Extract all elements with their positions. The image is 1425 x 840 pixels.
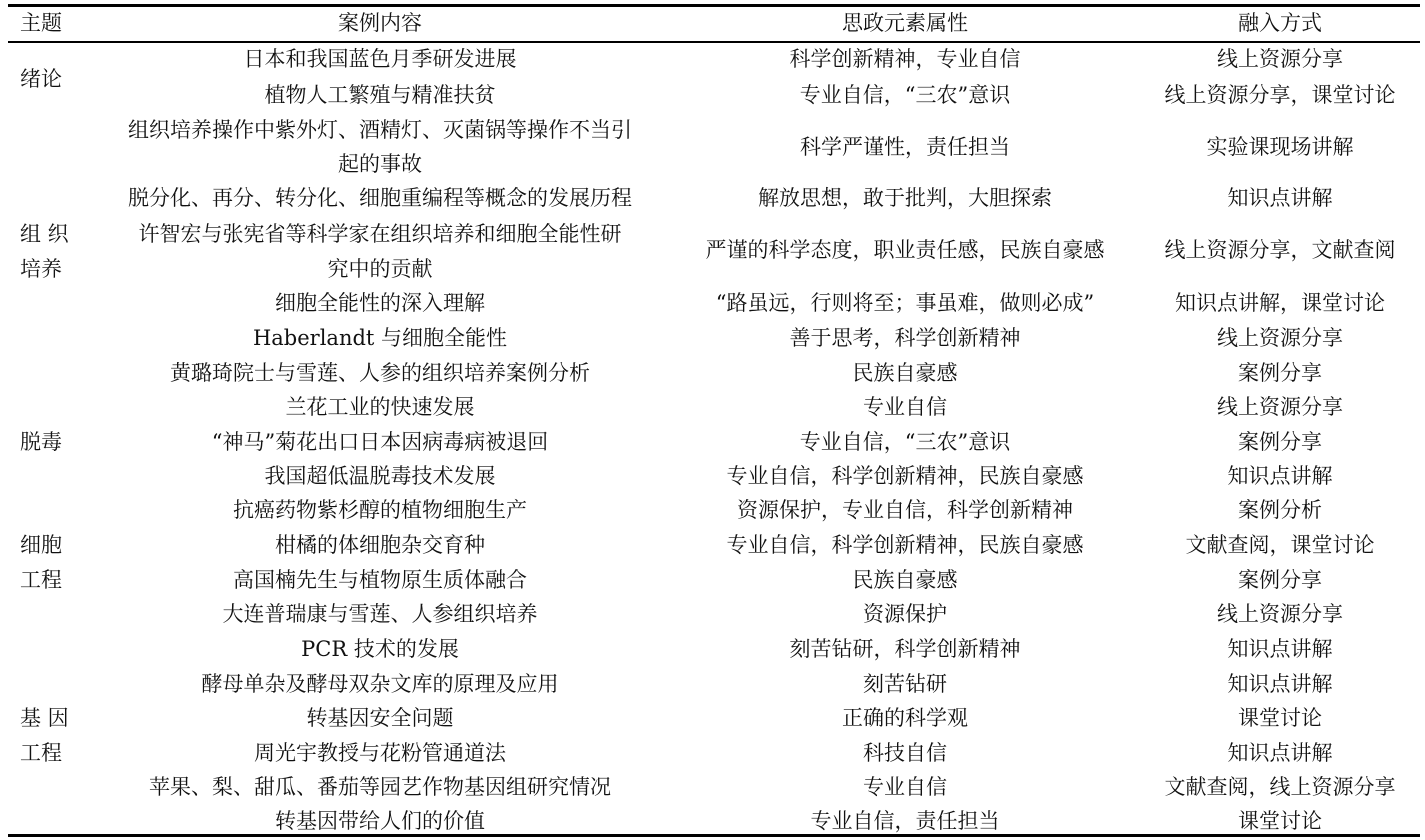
case-text: 我国超低温脱毒技术发展 — [264, 464, 496, 488]
attr-text: 刻苦钻研 — [863, 672, 947, 696]
way-text: 案例分享 — [1238, 430, 1322, 454]
header-way: 融入方式 — [1238, 11, 1322, 35]
case-text: 转基因安全问题 — [306, 706, 454, 730]
case-text: 苹果、梨、甜瓜、番茄等园艺作物基因组研究情况 — [149, 775, 611, 799]
attr-text: 严谨的科学态度，职业责任感，民族自豪感 — [705, 238, 1105, 262]
way-text: 线上资源分享，课堂讨论 — [1164, 83, 1396, 107]
topic-label: 脱毒 — [20, 430, 62, 454]
way-text: 线上资源分享 — [1217, 326, 1343, 350]
case-text: 兰花工业的快速发展 — [285, 395, 475, 419]
case-text: 起的事故 — [338, 152, 422, 176]
case-text: 酵母单杂及酵母双杂文库的原理及应用 — [201, 672, 559, 696]
topic-label: 细胞 — [20, 533, 62, 557]
attr-text: 解放思想，敢于批判，大胆探索 — [758, 186, 1052, 210]
header-topic: 主题 — [20, 11, 62, 35]
case-text: 组织培养操作中紫外灯、酒精灯、灭菌锅等操作不当引 — [128, 118, 632, 142]
way-text: 案例分析 — [1238, 498, 1322, 522]
attr-text: 专业自信，“三农”意识 — [799, 430, 1011, 454]
way-text: 案例分享 — [1238, 361, 1322, 385]
case-text: PCR 技术的发展 — [301, 637, 459, 661]
way-text: 知识点讲解 — [1227, 672, 1333, 696]
way-text: 知识点讲解 — [1227, 637, 1333, 661]
attr-text: 科学创新精神，专业自信 — [789, 47, 1021, 71]
way-text: 课堂讨论 — [1238, 706, 1322, 730]
case-text: 大连普瑞康与雪莲、人参组织培养 — [222, 602, 538, 626]
case-text: 周光宇教授与花粉管通道法 — [254, 741, 506, 765]
case-text: Haberlandt 与细胞全能性 — [252, 326, 508, 350]
topic-label: 基 因 — [20, 706, 69, 730]
case-text: 黄璐琦院士与雪莲、人参的组织培养案例分析 — [170, 361, 590, 385]
attr-text: 刻苦钻研，科学创新精神 — [789, 637, 1021, 661]
attr-text: 资源保护 — [863, 602, 947, 626]
way-text: 文献查阅，课堂讨论 — [1185, 533, 1375, 557]
way-text: 线上资源分享 — [1217, 47, 1343, 71]
topic-label: 工程 — [20, 568, 62, 592]
attr-text: 科技自信 — [863, 741, 947, 765]
attr-text: 资源保护，专业自信，科学创新精神 — [737, 498, 1073, 522]
way-text: 线上资源分享，文献查阅 — [1164, 238, 1396, 262]
way-text: 知识点讲解 — [1227, 186, 1333, 210]
attr-text: 专业自信 — [863, 395, 947, 419]
topic-label: 培养 — [20, 257, 62, 281]
attr-text: 专业自信，责任担当 — [810, 809, 1000, 833]
header-attr: 思政元素属性 — [842, 11, 968, 35]
case-text: 柑橘的体细胞杂交育种 — [275, 533, 485, 557]
case-text: “神马”菊花出口日本因病毒病被退回 — [211, 430, 549, 454]
case-text: 究中的贡献 — [327, 257, 433, 281]
header-case: 案例内容 — [338, 11, 422, 35]
case-text: 日本和我国蓝色月季研发进展 — [243, 47, 517, 71]
way-text: 线上资源分享 — [1217, 602, 1343, 626]
topic-label: 绪论 — [20, 67, 62, 91]
case-text: 植物人工繁殖与精准扶贫 — [264, 83, 496, 107]
way-text: 知识点讲解，课堂讨论 — [1175, 291, 1385, 315]
way-text: 实验课现场讲解 — [1206, 135, 1354, 159]
attr-text: 专业自信，科学创新精神，民族自豪感 — [726, 464, 1084, 488]
case-text: 脱分化、再分、转分化、细胞重编程等概念的发展历程 — [128, 186, 632, 210]
way-text: 线上资源分享 — [1217, 395, 1343, 419]
case-text: 高国楠先生与植物原生质体融合 — [233, 568, 527, 592]
attr-text: 专业自信 — [863, 775, 947, 799]
way-text: 课堂讨论 — [1238, 809, 1322, 833]
attr-text: 民族自豪感 — [852, 361, 958, 385]
case-text: 转基因带给人们的价值 — [275, 809, 485, 833]
way-text: 知识点讲解 — [1227, 464, 1333, 488]
attr-text: 专业自信，“三农”意识 — [799, 83, 1011, 107]
way-text: 案例分享 — [1238, 568, 1322, 592]
case-text: 细胞全能性的深入理解 — [275, 291, 485, 315]
topic-label: 工程 — [20, 741, 62, 765]
case-text: 抗癌药物紫杉醇的植物细胞生产 — [233, 498, 527, 522]
case-text: 许智宏与张宪省等科学家在组织培养和细胞全能性研 — [138, 222, 622, 246]
topic-label: 组 织 — [20, 222, 69, 246]
attr-text: 民族自豪感 — [852, 568, 958, 592]
attr-text: “路虽远，行则将至；事虽难，做则必成” — [715, 291, 1095, 315]
way-text: 知识点讲解 — [1227, 741, 1333, 765]
attr-text: 专业自信，科学创新精神，民族自豪感 — [726, 533, 1084, 557]
attr-text: 善于思考，科学创新精神 — [789, 326, 1021, 350]
attr-text: 正确的科学观 — [842, 706, 968, 730]
way-text: 文献查阅，线上资源分享 — [1164, 775, 1396, 799]
attr-text: 科学严谨性，责任担当 — [800, 135, 1010, 159]
